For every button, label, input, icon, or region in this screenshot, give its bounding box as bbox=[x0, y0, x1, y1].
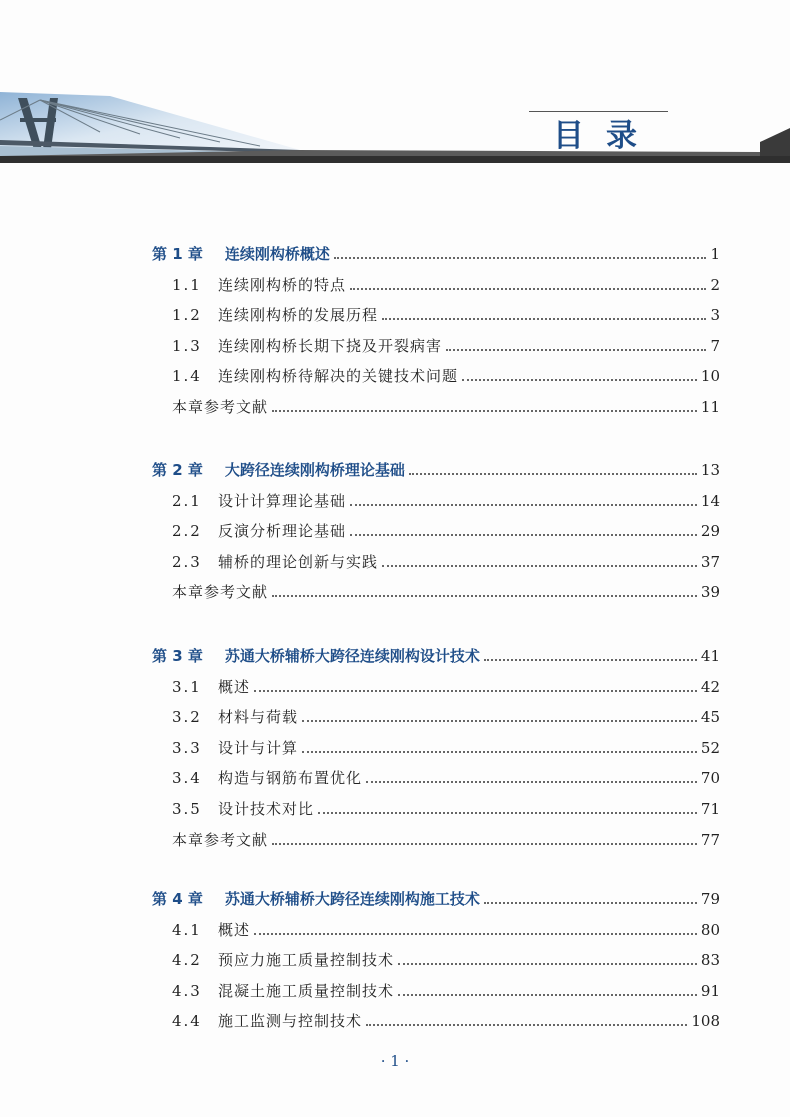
toc-entry-number: 第 4 章 bbox=[152, 890, 203, 908]
toc-leader-dots bbox=[484, 659, 697, 661]
toc-section-entry[interactable] bbox=[172, 550, 720, 572]
toc-leader-dots bbox=[350, 534, 697, 536]
page-header bbox=[0, 0, 790, 170]
toc-entry-page: 71 bbox=[700, 800, 720, 818]
toc-section-entry[interactable] bbox=[172, 273, 720, 295]
toc-chapter-entry[interactable] bbox=[152, 644, 720, 666]
toc-entry-page: 3 bbox=[710, 306, 720, 324]
toc-entry-title: 本章参考文献 bbox=[172, 831, 269, 849]
toc-entry-title: 连续刚构桥的特点 bbox=[218, 276, 347, 294]
toc-entry-title: 本章参考文献 bbox=[172, 398, 269, 416]
toc-entry-page: 45 bbox=[700, 708, 720, 726]
toc-entry-number: 1.3 bbox=[172, 337, 202, 355]
toc-section-entry[interactable] bbox=[172, 705, 720, 727]
toc-entry-title: 概述 bbox=[218, 678, 251, 696]
toc-entry-page: 7 bbox=[710, 337, 720, 355]
toc-entry-page: 1 bbox=[710, 245, 720, 263]
toc-entry-title: 连续刚构桥概述 bbox=[224, 245, 330, 263]
toc-entry-number: 3.4 bbox=[172, 769, 202, 787]
toc-entry-number: 1.1 bbox=[172, 276, 202, 294]
toc-entry-page: 10 bbox=[700, 367, 720, 385]
toc-entry-page: 70 bbox=[700, 769, 720, 787]
toc-section-entry[interactable] bbox=[172, 1009, 720, 1031]
toc-leader-dots bbox=[272, 410, 697, 412]
toc-leader-dots bbox=[318, 812, 697, 814]
toc-entry-page: 13 bbox=[700, 461, 720, 479]
page-number: · 1 · bbox=[380, 1052, 410, 1070]
toc-entry-title: 预应力施工质量控制技术 bbox=[218, 951, 395, 969]
toc-leader-dots bbox=[398, 994, 697, 996]
toc-leader-dots bbox=[272, 843, 697, 845]
toc-entry-page: 52 bbox=[700, 739, 720, 757]
toc-leader-dots bbox=[302, 751, 697, 753]
toc-entry-page: 41 bbox=[700, 647, 720, 665]
toc-section-entry[interactable] bbox=[172, 519, 720, 541]
toc-entry-number: 1.4 bbox=[172, 367, 202, 385]
toc-entry-page: 11 bbox=[700, 398, 720, 416]
toc-entry-number: 2.3 bbox=[172, 553, 202, 571]
toc-entry-title: 连续刚构桥的发展历程 bbox=[218, 306, 379, 324]
toc-entry-page: 83 bbox=[700, 951, 720, 969]
toc-entry-number: 2.2 bbox=[172, 522, 202, 540]
toc-entry-page: 80 bbox=[700, 921, 720, 939]
toc-entry-number: 4.1 bbox=[172, 921, 202, 939]
toc-leader-dots bbox=[254, 690, 697, 692]
toc-leader-dots bbox=[446, 349, 706, 351]
toc-leader-dots bbox=[254, 933, 697, 935]
toc-entry-title: 苏通大桥辅桥大跨径连续刚构设计技术 bbox=[224, 647, 480, 665]
toc-entry-title: 施工监测与控制技术 bbox=[218, 1012, 363, 1030]
toc-entry-title: 概述 bbox=[218, 921, 251, 939]
toc-leader-dots bbox=[382, 565, 697, 567]
toc-entry-page: 37 bbox=[700, 553, 720, 571]
toc-section-entry[interactable] bbox=[172, 918, 720, 940]
toc-entry-page: 29 bbox=[700, 522, 720, 540]
toc-chapter-entry[interactable] bbox=[152, 458, 720, 480]
toc-leader-dots bbox=[334, 257, 707, 259]
toc-entry-title: 连续刚构桥长期下挠及开裂病害 bbox=[218, 337, 443, 355]
toc-entry-number: 3.3 bbox=[172, 739, 202, 757]
toc-entry-number: 4.2 bbox=[172, 951, 202, 969]
toc-entry-page: 91 bbox=[700, 982, 720, 1000]
toc-entry-page: 39 bbox=[700, 583, 720, 601]
toc-entry-number: 4.4 bbox=[172, 1012, 202, 1030]
bridge-banner-image bbox=[0, 0, 790, 170]
toc-section-entry[interactable] bbox=[172, 948, 720, 970]
toc-section-entry[interactable] bbox=[172, 489, 720, 511]
toc-entry-page: 108 bbox=[691, 1012, 720, 1030]
toc-entry-page: 77 bbox=[700, 831, 720, 849]
toc-section-entry[interactable] bbox=[172, 580, 720, 602]
toc-leader-dots bbox=[484, 902, 697, 904]
page-title: 目录 bbox=[553, 118, 659, 154]
toc-section-entry[interactable] bbox=[172, 364, 720, 386]
toc-leader-dots bbox=[382, 318, 706, 320]
toc-chapter-entry[interactable] bbox=[152, 887, 720, 909]
toc-entry-page: 42 bbox=[700, 678, 720, 696]
toc-entry-title: 苏通大桥辅桥大跨径连续刚构施工技术 bbox=[224, 890, 480, 908]
toc-entry-page: 79 bbox=[700, 890, 720, 908]
toc-entry-title: 辅桥的理论创新与实践 bbox=[218, 553, 379, 571]
toc-entry-number: 1.2 bbox=[172, 306, 202, 324]
toc-entry-title: 大跨径连续刚构桥理论基础 bbox=[224, 461, 405, 479]
toc-leader-dots bbox=[462, 379, 697, 381]
toc-section-entry[interactable] bbox=[172, 303, 720, 325]
toc-section-entry[interactable] bbox=[172, 797, 720, 819]
toc-entry-page: 2 bbox=[710, 276, 720, 294]
toc-leader-dots bbox=[350, 288, 706, 290]
toc-entry-number: 第 1 章 bbox=[152, 245, 203, 263]
toc-entry-number: 第 2 章 bbox=[152, 461, 203, 479]
toc-entry-title: 构造与钢筋布置优化 bbox=[218, 769, 363, 787]
toc-leader-dots bbox=[350, 504, 697, 506]
toc-section-entry[interactable] bbox=[172, 828, 720, 850]
toc-leader-dots bbox=[366, 781, 697, 783]
toc-entry-title: 设计与计算 bbox=[218, 739, 299, 757]
toc-leader-dots bbox=[302, 720, 697, 722]
toc-leader-dots bbox=[272, 595, 697, 597]
toc-section-entry[interactable] bbox=[172, 675, 720, 697]
toc-section-entry[interactable] bbox=[172, 395, 720, 417]
toc-entry-number: 3.5 bbox=[172, 800, 202, 818]
toc-chapter-entry[interactable] bbox=[152, 242, 720, 264]
toc-entry-title: 反演分析理论基础 bbox=[218, 522, 347, 540]
toc-section-entry[interactable] bbox=[172, 766, 720, 788]
toc-entry-title: 材料与荷载 bbox=[218, 708, 299, 726]
toc-entry-number: 3.2 bbox=[172, 708, 202, 726]
toc-leader-dots bbox=[409, 473, 697, 475]
toc-entry-page: 14 bbox=[700, 492, 720, 510]
toc-entry-number: 4.3 bbox=[172, 982, 202, 1000]
toc-section-entry[interactable] bbox=[172, 334, 720, 356]
toc-leader-dots bbox=[366, 1024, 687, 1026]
toc-entry-number: 2.1 bbox=[172, 492, 202, 510]
toc-entry-number: 第 3 章 bbox=[152, 647, 203, 665]
toc-section-entry[interactable] bbox=[172, 979, 720, 1001]
toc-entry-number: 3.1 bbox=[172, 678, 202, 696]
toc-section-entry[interactable] bbox=[172, 736, 720, 758]
toc-leader-dots bbox=[398, 963, 697, 965]
toc-entry-title: 混凝土施工质量控制技术 bbox=[218, 982, 395, 1000]
toc-entry-title: 本章参考文献 bbox=[172, 583, 269, 601]
toc-entry-title: 设计计算理论基础 bbox=[218, 492, 347, 510]
toc-entry-title: 连续刚构桥待解决的关键技术问题 bbox=[218, 367, 459, 385]
toc-entry-title: 设计技术对比 bbox=[218, 800, 315, 818]
